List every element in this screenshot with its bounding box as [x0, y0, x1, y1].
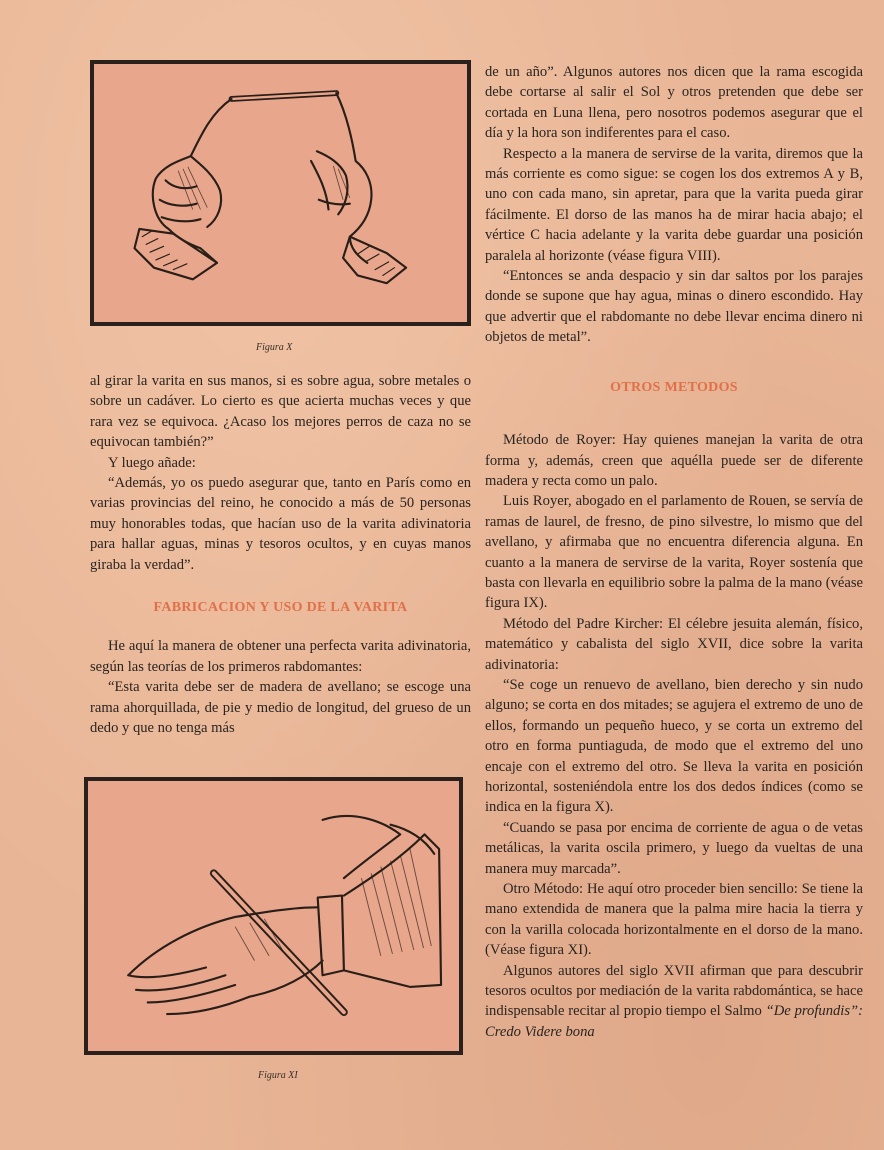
paragraph: de un año”. Algunos autores nos dicen que la rama escogida debe cortarse al salir el Sol y otros pretenden que debe ser cortada en Luna llena, pero nosotros podemos asegurar que el día y la hora son indiferentes para el caso. [485, 64, 863, 142]
paragraph: Otro Método: He aquí otro proceder bien sencillo: Se tiene la mano extendida de manera que la palma mire hacia la tierra y con la varilla colocada horizontalmente en el dorso de la mano. (Véase figura XI). [485, 881, 863, 959]
left-column-text [90, 371, 471, 739]
figure-x-caption: Figura X [256, 342, 293, 353]
paragraph: “Se coge un renuevo de avellano, bien derecho y sin nudo alguno; se corta en dos mitades; se agujera el extremo de uno de ellos, formando un pequeño hueco, y se corta un extremo del otro en forma puntiaguda, de modo que el extremo del uno encaje con el extremo del otro. Se lleva la varita en posición horizontal, sosteniéndola entre los dos dedos índices (como se indica en la figura X). [485, 676, 863, 816]
paragraph: “Además, yo os puedo asegurar que, tanto en París como en varias provincias del reino, he conocido a más de 50 personas muy honorables todas, que hacían uso de la varita adivinatoria para hallar aguas, minas y tesoros ocultos, y en cuyas manos giraba la verdad”. [90, 475, 471, 573]
section-heading: FABRICACION Y USO DE LA VARITA [153, 600, 408, 616]
figure-xi-caption: Figura XI [258, 1070, 298, 1081]
right-column-text [485, 62, 863, 1042]
psalm-title: “De profundis”: Credo Videre bona [485, 1003, 864, 1040]
section-heading: OTROS METODOS [610, 379, 738, 395]
paragraph: Luis Royer, abogado en el parlamento de Rouen, se servía de ramas de laurel, de fresno, de pino silvestre, lo mismo que del avellano, y afirmaba que no encuentra diferencia alguna. En cuanto a la manera de servirse de la varita, Royer sostenía que basta con llevarla en equilibrio sobre la palma de la mano (véase figura IX). [485, 493, 863, 612]
paragraph-text: Algunos autores del siglo XVII afirman que para descubrir tesoros ocultos por mediación de la varita rabdomántica, se hace indispensable recitar al propio tiempo el Salmo [485, 962, 863, 1020]
paragraph: “Cuando se pasa por encima de corriente de agua o de vetas metálicas, la varita oscila primero, y luego da vueltas de una manera muy marcada”. [485, 819, 863, 877]
paragraph: Respecto a la manera de servirse de la varita, diremos que la más corriente es como sigue: se cogen los dos extremos A y B, uno con cada mano, sin apretar, para que la varita pueda girar fácilmente. El dorso de las manos ha de mirar hacia abajo; el vértice C hacia adelante y la varita debe guardar una posición paralela al horizonte (véase figura VIII). [485, 145, 863, 264]
paragraph: “Esta varita debe ser de madera de avellano; se escoge una rama ahorquillada, de pie y medio de longitud, del grueso de un dedo y que no tenga más [90, 679, 471, 737]
two-hands-holding-rod-icon [94, 64, 467, 322]
paragraph: al girar la varita en sus manos, si es sobre agua, sobre metales o sobre un cadáver. Lo cierto es que acierta muchas veces y que rara vez se equivoca. ¿Acaso los mejores perros de caza no se equivocan también?” [90, 373, 471, 451]
figure-x-illustration [90, 60, 471, 326]
paragraph: Y luego añade: [108, 454, 196, 471]
paragraph [485, 961, 863, 1043]
figure-xi-illustration [84, 777, 463, 1055]
paragraph: He aquí la manera de obtener una perfecta varita adivinatoria, según las teorías de los primeros rabdomantes: [90, 638, 471, 675]
paragraph: Método del Padre Kircher: El célebre jesuita alemán, físico, matemático y cabalista del siglo XVII, dice sobre la varita adivinatoria: [485, 615, 863, 673]
paragraph: Método de Royer: Hay quienes manejan la varita de otra forma y, además, creen que aquélla puede ser de diferente madera y recta como un palo. [485, 432, 863, 489]
hand-with-rod-on-back-icon [88, 781, 459, 1051]
paragraph: “Entonces se anda despacio y sin dar saltos por los parajes donde se supone que hay agua, minas o dinero escondido. Hay que advertir que el rabdomante no debe llevar encima dinero ni objetos de metal”. [485, 268, 863, 346]
